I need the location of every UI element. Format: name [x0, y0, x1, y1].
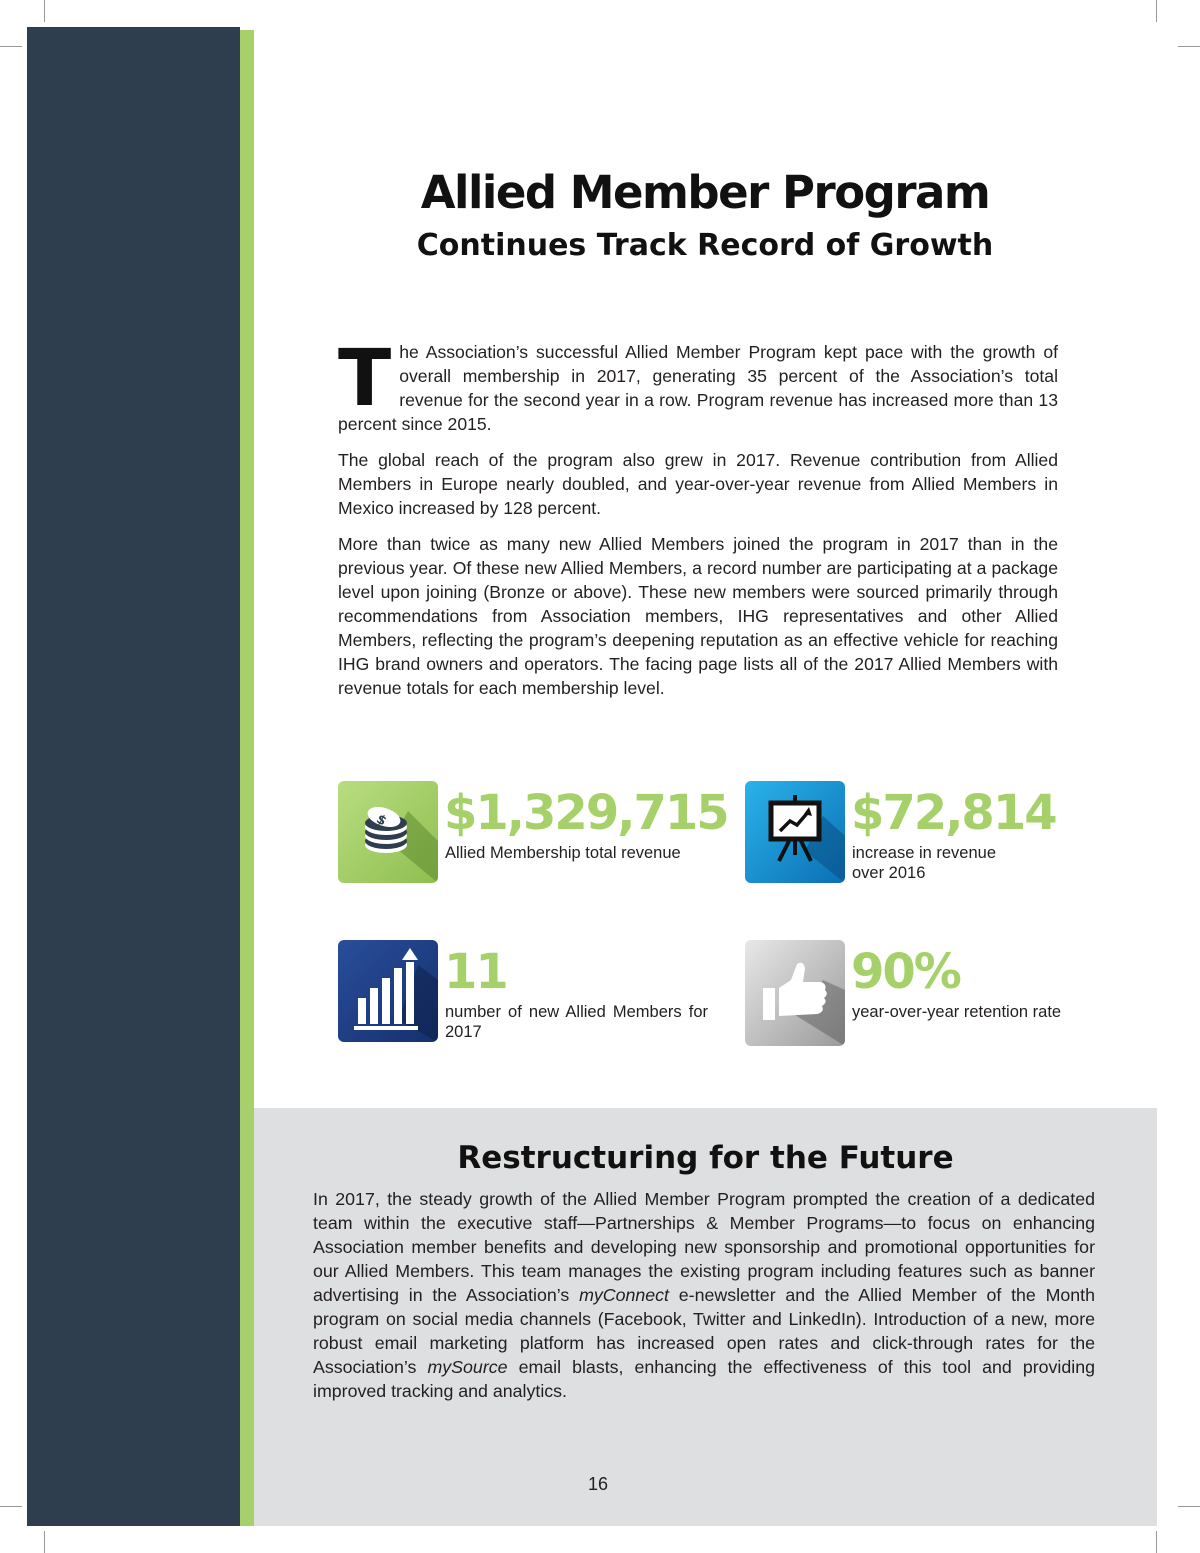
section-text-part: In 2017, the steady growth of the Allied Member Program prompted the creation of a dedicated team within the executive staff—Partnerships & Member Programs—to focus on enhancing Association member benefits and developing new sponsorship and promotional opportunities for our Allied Members. This team manages the existing program including features such as banner advertising in the Association’s [313, 1189, 1095, 1305]
stat-revenue-increase [745, 781, 1125, 886]
crop-mark [44, 0, 45, 22]
left-green-stripe [240, 30, 254, 1526]
crop-mark [1178, 46, 1200, 47]
section-text-part: e-newsletter and the Allied Member of the Month program on social media channels (Facebook, Twitter and LinkedIn). Introduction of a new, more robust email marketing platform has increased open rates and click-through rates for the Association’s [313, 1285, 1095, 1377]
thumbs-up-icon [745, 940, 845, 1046]
intro-paragraph-2: The global reach of the program also grew in 2017. Revenue contribution from Allied Members in Europe nearly doubled, and year-over-year revenue from Allied Members in Mexico increased by 128 percent. [338, 450, 1058, 518]
coins-icon [338, 781, 438, 883]
stat-value: $72,814 [851, 785, 1056, 841]
page-number: 16 [587, 1474, 609, 1494]
intro-paragraph-3: More than twice as many new Allied Members joined the program in 2017 than in the previous year. Of these new Allied Members, a record number are participating at a package level upon joining (Bronze or above). These new members were sourced primarily through recommendations from Association members, IHG representatives and other Allied Members, reflecting the program’s deepening reputation as an effective vehicle for reaching IHG brand owners and operators. The facing page lists all of the 2017 Allied Members with revenue totals for each membership level. [338, 534, 1058, 698]
stat-value: $1,329,715 [444, 785, 728, 841]
stat-retention [745, 940, 1125, 1050]
mysource-name: mySource [427, 1357, 508, 1377]
section-text-part: email blasts, enhancing the effectiveness of this tool and providing improved tracking and analytics. [313, 1357, 1095, 1401]
stat-new-members [338, 940, 718, 1045]
crop-mark [0, 46, 22, 47]
crop-mark [1178, 1506, 1200, 1507]
crop-mark [1156, 1531, 1157, 1553]
growth-chart-easel-icon [745, 781, 845, 883]
intro-paragraph-1-text: he Association’s successful Allied Member Program kept pace with the growth of overall membership in 2017, generating 35 percent of the Association’s total revenue for the second year in a row. Program revenue has increased more than 13 percent since 2015. [338, 342, 1058, 434]
crop-mark [0, 1506, 22, 1507]
stat-value: 11 [444, 944, 507, 1000]
stat-label: Allied Membership total revenue [445, 844, 681, 862]
page-subtitle: Continues Track Record of Growth [416, 228, 994, 263]
intro-body [338, 334, 1058, 712]
intro-paragraph-1 [338, 334, 1058, 436]
left-navy-bar [27, 27, 240, 1526]
stat-value: 90% [851, 944, 960, 1000]
stat-label: year-over-year retention rate [852, 1003, 1062, 1021]
svg-text:$: $ [373, 811, 389, 830]
crop-mark [44, 1531, 45, 1553]
stat-label: number of new Allied Members for 2017 [445, 1003, 708, 1041]
page-title: Allied Member Program [420, 166, 990, 219]
bar-chart-icon [338, 940, 438, 1042]
drop-cap: T [338, 334, 392, 424]
myconnect-name: myConnect [579, 1285, 669, 1305]
stat-label: increase in revenue over 2016 [852, 844, 997, 882]
section-body [313, 1187, 1095, 1403]
stat-total-revenue [338, 781, 728, 886]
section-title: Restructuring for the Future [457, 1140, 954, 1176]
crop-mark [1156, 0, 1157, 22]
